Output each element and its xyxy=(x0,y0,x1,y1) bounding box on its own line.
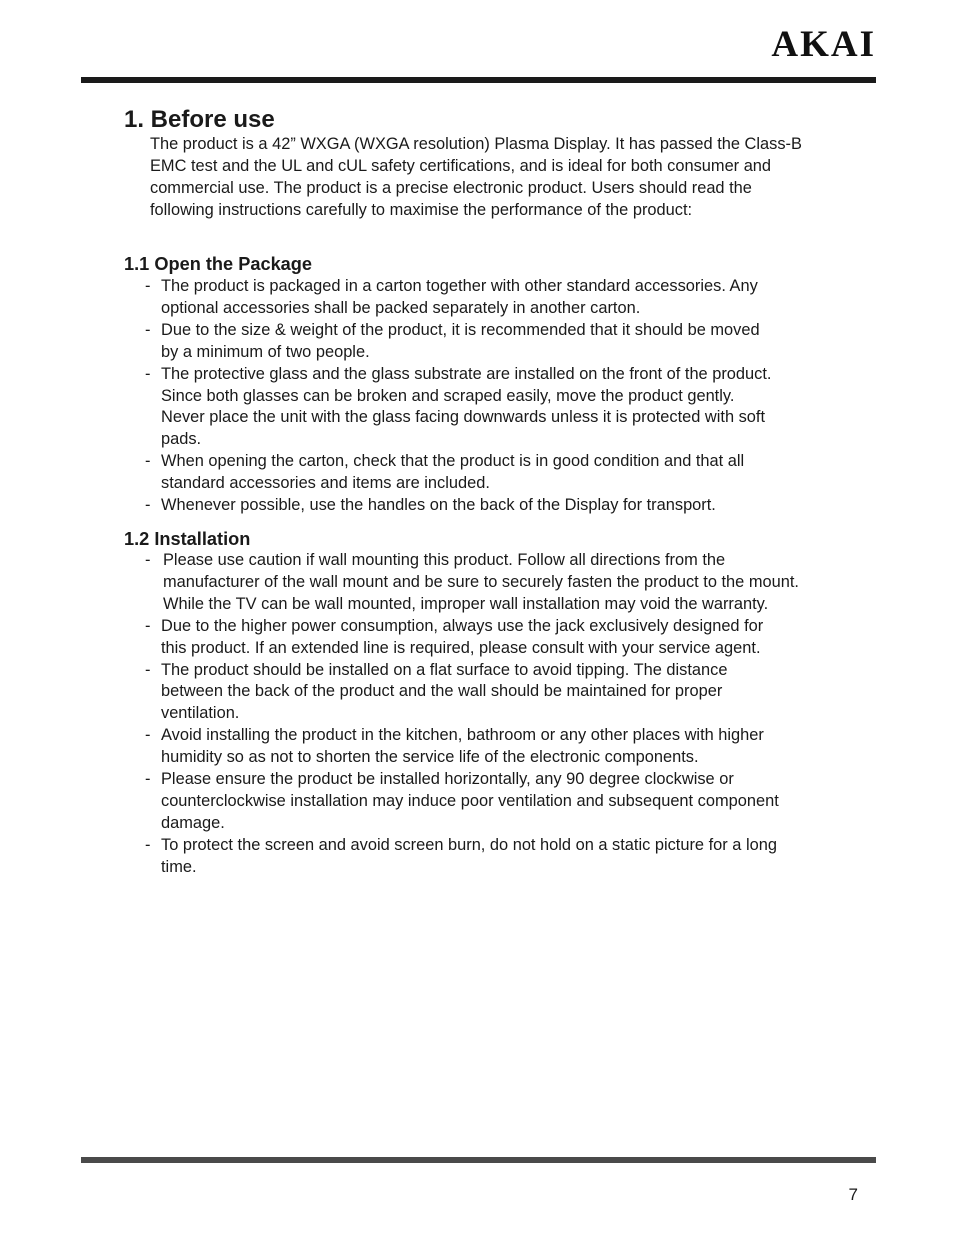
list-marker: - xyxy=(145,551,151,569)
intro-paragraph xyxy=(150,133,840,221)
list-item-line: Since both glasses can be broken and scraped easily, move the product gently. xyxy=(161,386,735,405)
list-item-line: manufacturer of the wall mount and be sure to securely fasten the product to the mount. xyxy=(163,572,799,591)
list-item-line: Please ensure the product be installed horizontally, any 90 degree clockwise or xyxy=(161,770,734,789)
intro-line: EMC test and the UL and cUL safety certifications, and is ideal for both consumer and xyxy=(150,157,772,175)
list-item-line: ventilation. xyxy=(161,704,240,723)
list-marker: - xyxy=(145,835,151,854)
intro-line: The product is a 42” WXGA (WXGA resolution) Plasma Display. It has passed the Class-B xyxy=(150,135,802,153)
list-item-line: pads. xyxy=(161,430,202,449)
list-marker: - xyxy=(145,277,151,295)
list-item-line: between the back of the product and the wall should be maintained for proper xyxy=(161,682,723,701)
installation-list xyxy=(145,550,845,879)
list-item-line: While the TV can be wall mounted, improper wall installation may void the warranty. xyxy=(163,594,769,613)
list-item-line: The protective glass and the glass substrate are installed on the front of the product. xyxy=(161,364,772,383)
list-item xyxy=(145,725,845,769)
page-number: 7 xyxy=(848,1185,858,1204)
list-item-line: Due to the higher power consumption, always use the jack exclusively designed for xyxy=(161,616,764,635)
list-item-line: humidity so as not to shorten the service life of the electronic components. xyxy=(161,748,699,767)
list-item xyxy=(145,495,845,517)
list-item-line: damage. xyxy=(161,813,225,832)
list-item xyxy=(145,769,845,835)
list-item-line: Due to the size & weight of the product, it is recommended that it should be moved xyxy=(161,320,760,339)
subsection-title-installation: 1.2 Installation xyxy=(124,529,251,549)
list-item xyxy=(145,550,845,616)
list-item xyxy=(145,320,845,364)
list-marker: - xyxy=(145,726,151,745)
list-item-line: standard accessories and items are included. xyxy=(161,474,490,493)
list-marker: - xyxy=(145,320,151,339)
list-item-line: Avoid installing the product in the kitchen, bathroom or any other places with higher xyxy=(161,726,764,745)
list-item xyxy=(145,660,845,726)
list-marker: - xyxy=(145,770,151,789)
subsection-title-open-package: 1.1 Open the Package xyxy=(124,254,313,274)
list-marker: - xyxy=(145,364,151,383)
footer-divider xyxy=(81,1157,876,1163)
list-item xyxy=(145,451,845,495)
header-divider xyxy=(81,77,876,83)
list-item-line: Please use caution if wall mounting this product. Follow all directions from the xyxy=(163,551,726,569)
list-marker: - xyxy=(145,452,151,471)
list-item-line: When opening the carton, check that the product is in good condition and that all xyxy=(161,452,745,471)
list-item-line: counterclockwise installation may induce poor ventilation and subsequent component xyxy=(161,791,779,810)
list-item xyxy=(145,616,845,660)
list-marker: - xyxy=(145,496,151,515)
list-item-line: this product. If an extended line is required, please consult with your service agent. xyxy=(161,638,761,657)
list-item xyxy=(145,835,845,879)
section-title-before-use: 1. Before use xyxy=(124,106,275,133)
list-item-line: Whenever possible, use the handles on the back of the Display for transport. xyxy=(161,496,716,515)
intro-line: commercial use. The product is a precise electronic product. Users should read the xyxy=(150,179,752,197)
intro-line: following instructions carefully to maximise the performance of the product: xyxy=(150,201,693,219)
list-marker: - xyxy=(145,616,151,635)
list-item xyxy=(145,364,845,452)
list-item-line: time. xyxy=(161,857,197,876)
list-item xyxy=(145,276,845,320)
open-package-list xyxy=(145,276,845,517)
list-item-line: by a minimum of two people. xyxy=(161,342,370,361)
list-item-line: optional accessories shall be packed separately in another carton. xyxy=(161,298,641,317)
list-item-line: Never place the unit with the glass facing downwards unless it is protected with soft xyxy=(161,408,766,427)
list-item-line: The product should be installed on a flat surface to avoid tipping. The distance xyxy=(161,660,728,679)
brand-logo: AKAI xyxy=(771,24,876,65)
list-item-line: To protect the screen and avoid screen burn, do not hold on a static picture for a long xyxy=(161,835,777,854)
list-item-line: The product is packaged in a carton together with other standard accessories. Any xyxy=(161,277,758,295)
list-marker: - xyxy=(145,660,151,679)
